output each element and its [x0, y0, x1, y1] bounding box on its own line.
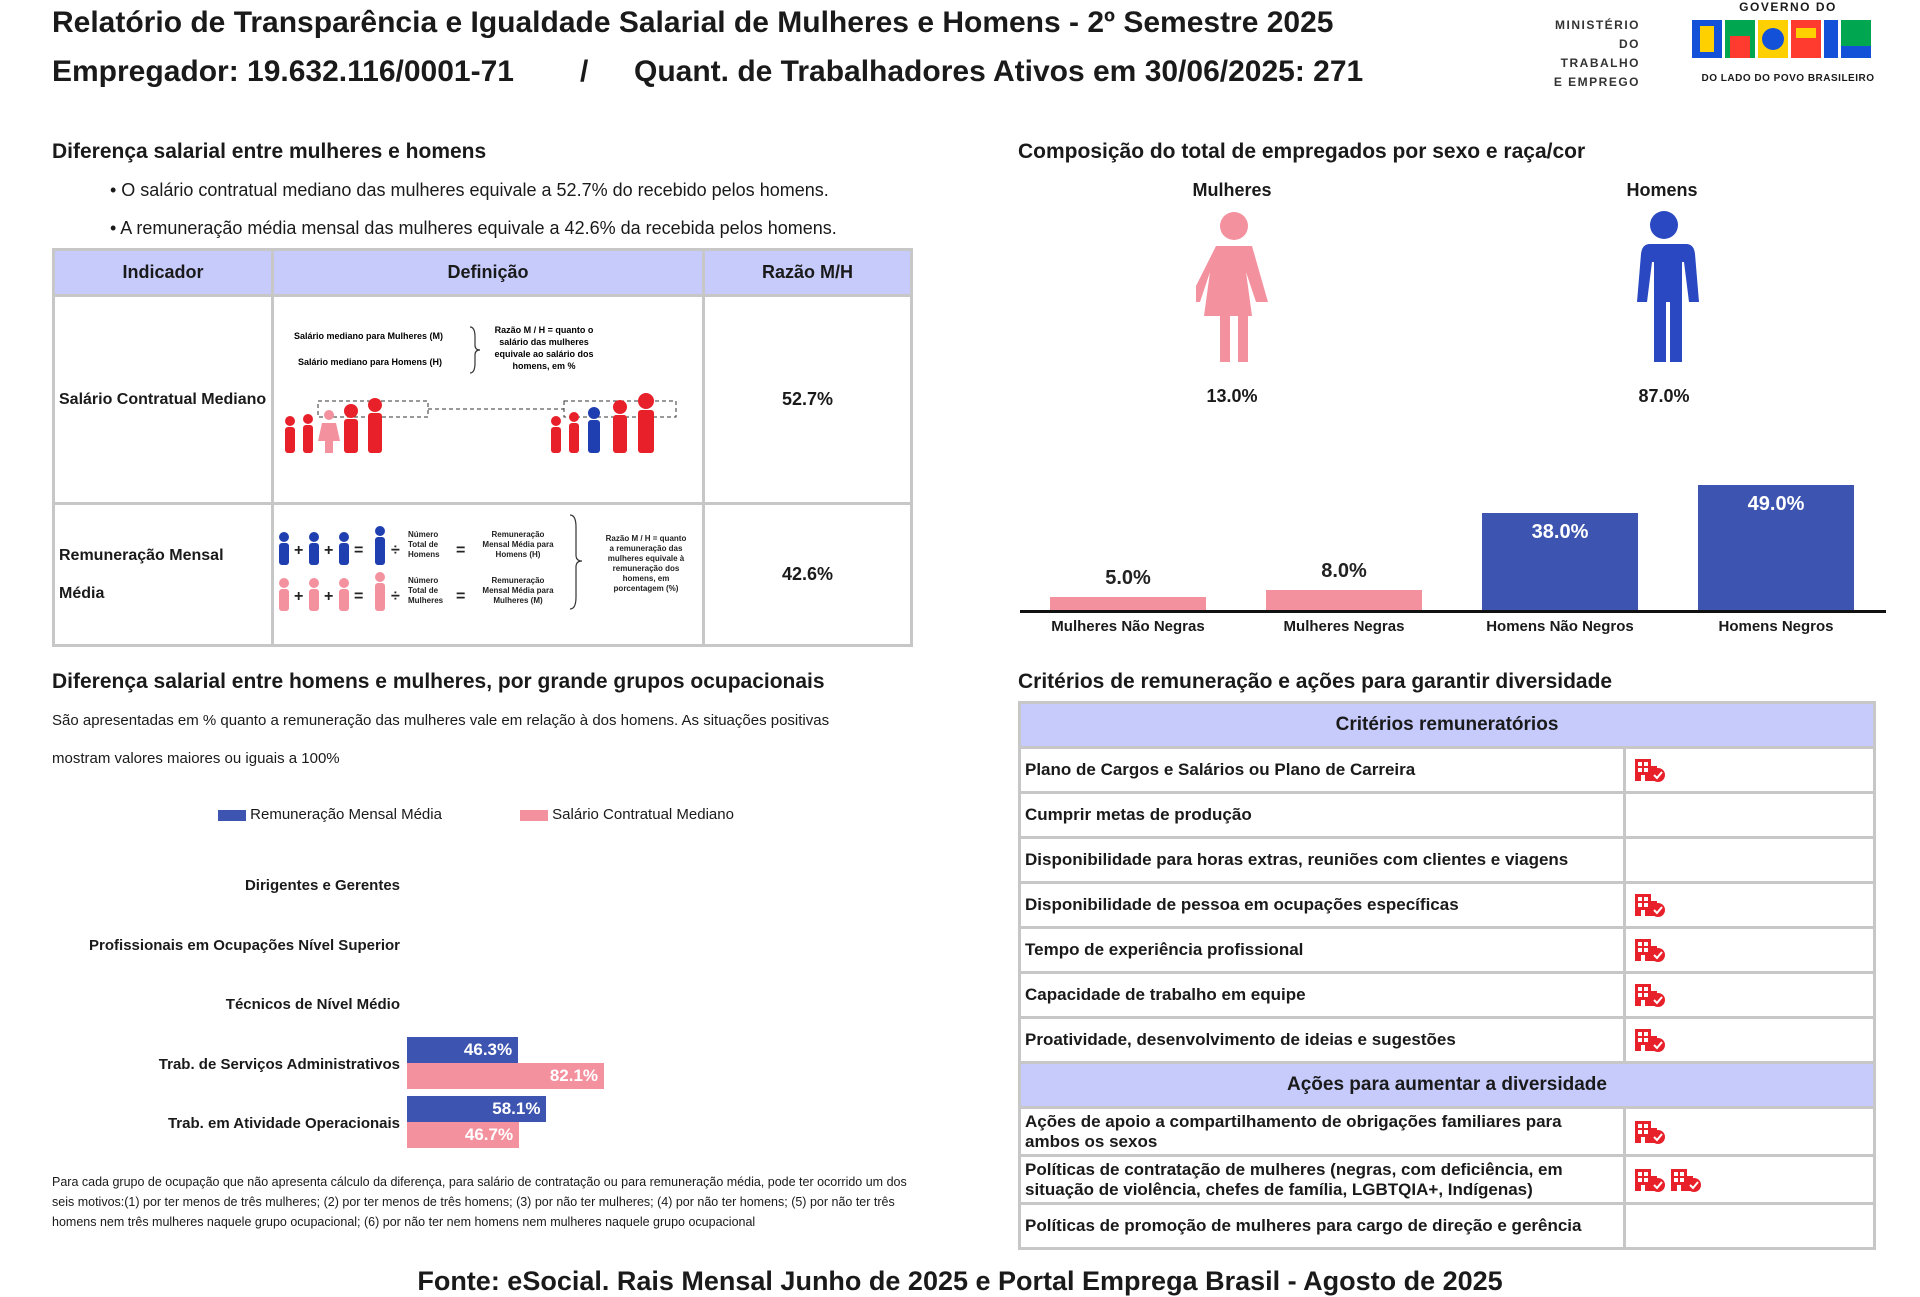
criteria-label: Cumprir metas de produção — [1020, 793, 1625, 838]
government-brasil-logo — [1692, 0, 1884, 88]
occupational-description: São apresentadas em % quanto a remuneração das mulheres vale em relação à dos homens. As situações positivas — [52, 712, 830, 729]
occupation-category-label: Dirigentes e Gerentes — [244, 877, 400, 894]
formula-note: a remuneração das — [609, 544, 683, 553]
criteria-icon-cell — [1625, 973, 1875, 1018]
occupational-footnote: Para cada grupo de ocupação que não apresenta cálculo da diferença, para salário de contratação ou para remuneração média, pode ter ocorrido um dos seis motivos:(1) por ter menos de três mulheres; (2) por ter menos de três homens; (3) por não ter mulheres; (4) por não ter homens; (5) por não ter três homens nem três mulheres naquele grupo ocupacional; (6) por não ter nem homens nem mulheres naquele grupo ocupacional — [52, 1175, 907, 1229]
criteria-icon-cell — [1625, 838, 1875, 883]
actions-header-row — [1020, 1063, 1875, 1108]
formula-text: Mensal Média para — [482, 540, 554, 549]
occupational-bar-chart — [0, 860, 1000, 1160]
composition-axis-line — [1020, 610, 1886, 613]
ministry-line: TRABALHO — [1560, 56, 1640, 70]
header-separator: / — [580, 55, 589, 88]
legend-label: Remuneração Mensal Média — [250, 806, 442, 823]
employer-id: Empregador: 19.632.116/0001-71 — [52, 55, 514, 88]
criteria-label: Tempo de experiência profissional — [1020, 928, 1625, 973]
occupation-category-label: Trab. em Atividade Operacionais — [167, 1115, 400, 1132]
occupational-title: Diferença salarial entre homens e mulheres, por grande grupos ocupacionais — [52, 670, 825, 693]
ratio-median-value: 52.7% — [704, 296, 912, 504]
formula-text: Remuneração — [491, 530, 545, 539]
col-definition: Definição — [273, 250, 704, 296]
brasil-wordmark-icon — [1692, 14, 1884, 68]
action-label — [1020, 1204, 1625, 1249]
action-label-line: Políticas de promoção de mulheres para cargo de direção e gerência — [1025, 1216, 1582, 1235]
action-row — [1020, 1156, 1875, 1204]
actions-header: Ações para aumentar a diversidade — [1020, 1063, 1875, 1108]
bullet-average-pay: • A remuneração média mensal das mulheres equivale a 42.6% da recebida pelos homens. — [110, 218, 837, 238]
average-pay-formula-icon — [274, 505, 694, 639]
formula-note: Razão M / H = quanto — [605, 534, 687, 543]
criteria-label: Capacidade de trabalho em equipe — [1020, 973, 1625, 1018]
bar-median-salary: 82.1% — [407, 1063, 604, 1089]
bar-average-pay: 58.1% — [407, 1096, 546, 1122]
formula-note: porcentagem (%) — [613, 584, 679, 593]
formula-text: Remuneração — [491, 576, 545, 585]
source-footer: Fonte: eSocial. Rais Mensal Junho de 2025 e Portal Emprega Brasil - Agosto de 2025 — [417, 1266, 1503, 1296]
svg-text:÷: ÷ — [391, 588, 400, 605]
ministry-line: MINISTÉRIO DO — [1554, 18, 1640, 51]
legend-label: Salário Contratual Mediano — [552, 806, 734, 823]
action-label-line: situação de violência, chefes de família, LGBTQIA+, Indígenas) — [1025, 1179, 1533, 1199]
median-men-label: Salário mediano para Homens (H) — [298, 357, 443, 367]
svg-text:+: + — [324, 588, 334, 605]
indicator-name: Salário Contratual Mediano — [54, 296, 273, 504]
formula-text: Total de — [408, 540, 439, 549]
formula-text: Homens — [408, 550, 440, 559]
criteria-label: Disponibilidade para horas extras, reuniões com clientes e viagens — [1020, 838, 1625, 883]
gov-bottom-text: DO LADO DO POVO BRASILEIRO — [1701, 73, 1875, 84]
criteria-icon-cell — [1625, 748, 1875, 793]
company-check-icon — [1634, 1027, 1666, 1053]
criteria-row — [1020, 748, 1875, 793]
action-icon-cell — [1625, 1156, 1875, 1204]
ratio-note-line: Razão M / H = quanto o — [494, 325, 594, 335]
composition-title: Composição do total de empregados por sexo e raça/cor — [1018, 140, 1586, 163]
company-check-icon — [1634, 757, 1666, 783]
criteria-icon-cell — [1625, 1018, 1875, 1063]
company-check-icon — [1634, 1167, 1666, 1193]
criteria-label: Proatividade, desenvolvimento de ideias e sugestões — [1020, 1018, 1625, 1063]
formula-text: Mulheres (M) — [493, 596, 543, 605]
svg-text:=: = — [354, 588, 364, 605]
action-label-line: Ações de apoio a compartilhamento de obrigações familiares para — [1025, 1111, 1562, 1131]
table-row — [54, 296, 912, 504]
indicator-table — [52, 248, 913, 647]
criteria-label: Plano de Cargos e Salários ou Plano de Carreira — [1020, 748, 1625, 793]
action-icon-cell — [1625, 1108, 1875, 1156]
composition-bar — [1266, 590, 1422, 610]
definition-median-illustration — [273, 296, 704, 504]
criteria-row — [1020, 883, 1875, 928]
active-workers-count: Quant. de Trabalhadores Ativos em 30/06/2025: 271 — [634, 55, 1364, 88]
criteria-icon-cell — [1625, 883, 1875, 928]
ministry-line: E EMPREGO — [1553, 75, 1640, 89]
criteria-row — [1020, 973, 1875, 1018]
indicator-name-line: Média — [59, 584, 105, 602]
median-salary-people-icon — [274, 297, 694, 497]
criteria-row — [1020, 1018, 1875, 1063]
criteria-header: Critérios remuneratórios — [1020, 703, 1875, 748]
criteria-table — [1018, 701, 1876, 1250]
legend-swatch-pink — [520, 810, 548, 821]
formula-text: Mensal Média para — [482, 586, 554, 595]
legend-swatch-blue — [218, 810, 246, 821]
ministry-logo — [1530, 16, 1640, 92]
occupational-description: mostram valores maiores ou iguais a 100% — [52, 750, 340, 767]
action-label-line: ambos os sexos — [1025, 1131, 1158, 1151]
action-label — [1020, 1108, 1625, 1156]
composition-bar-chart — [1020, 470, 1886, 640]
svg-text:=: = — [456, 588, 466, 605]
table-row — [54, 504, 912, 646]
composition-category-label: Mulheres Não Negras — [1051, 618, 1205, 635]
composition-category-label: Homens Negros — [1718, 618, 1834, 635]
svg-text:÷: ÷ — [391, 542, 400, 559]
formula-note: mulheres equivale à — [607, 554, 685, 563]
company-check-icon — [1670, 1167, 1702, 1193]
criteria-row — [1020, 928, 1875, 973]
men-percentage: 87.0% — [1638, 386, 1690, 406]
man-figure-icon — [1628, 210, 1700, 364]
gov-top-text: GOVERNO DO — [1739, 0, 1837, 14]
report-title: Relatório de Transparência e Igualdade Salarial de Mulheres e Homens - 2º Semestre 2025 — [52, 6, 1334, 39]
composition-bar-value-label: 49.0% — [1747, 493, 1805, 515]
woman-figure-icon — [1196, 210, 1272, 364]
formula-text: Número — [408, 576, 439, 585]
criteria-icon-cell — [1625, 928, 1875, 973]
composition-category-label: Homens Não Negros — [1486, 618, 1634, 635]
action-row — [1020, 1108, 1875, 1156]
bar-average-pay: 46.3% — [407, 1037, 518, 1063]
action-row — [1020, 1204, 1875, 1249]
svg-text:=: = — [354, 542, 364, 559]
ratio-average-value: 42.6% — [704, 504, 912, 646]
company-check-icon — [1634, 1119, 1666, 1145]
criteria-row — [1020, 838, 1875, 883]
col-ratio: Razão M/H — [704, 250, 912, 296]
formula-text: Mulheres — [408, 596, 444, 605]
company-check-icon — [1634, 937, 1666, 963]
formula-text: Homens (H) — [495, 550, 541, 559]
indicator-name — [54, 504, 273, 646]
svg-text:+: + — [294, 542, 304, 559]
composition-bar — [1050, 597, 1206, 610]
company-check-icon — [1634, 892, 1666, 918]
criteria-icon-cell — [1625, 793, 1875, 838]
formula-note: remuneração dos — [612, 564, 680, 573]
composition-category-label: Mulheres Negras — [1283, 618, 1405, 635]
indicator-name-line: Remuneração Mensal — [59, 546, 224, 564]
median-women-label: Salário mediano para Mulheres (M) — [294, 331, 444, 341]
occupation-category-label: Profissionais em Ocupações Nível Superior — [89, 936, 400, 954]
occupation-category-label: Trab. de Serviços Administrativos — [158, 1055, 400, 1073]
men-label: Homens — [1626, 180, 1698, 200]
criteria-title: Critérios de remuneração e ações para garantir diversidade — [1018, 670, 1613, 693]
ratio-note-line: homens, em % — [512, 361, 576, 371]
formula-text: Total de — [408, 586, 439, 595]
occupation-category-label: Técnicos de Nível Médio — [225, 996, 400, 1013]
action-label — [1020, 1156, 1625, 1204]
svg-text:+: + — [324, 542, 334, 559]
criteria-header-row — [1020, 703, 1875, 748]
criteria-row — [1020, 793, 1875, 838]
svg-text:=: = — [456, 542, 466, 559]
svg-text:+: + — [294, 588, 304, 605]
ratio-note-line: salário das mulheres — [499, 337, 589, 347]
company-check-icon — [1634, 982, 1666, 1008]
women-percentage: 13.0% — [1206, 386, 1258, 406]
indicator-table-header — [54, 250, 912, 296]
women-label: Mulheres — [1192, 180, 1272, 200]
formula-note: homens, em — [622, 574, 670, 583]
salary-gap-title: Diferença salarial entre mulheres e homens — [52, 140, 487, 163]
bar-median-salary: 46.7% — [407, 1122, 519, 1148]
formula-text: Número — [408, 530, 439, 539]
definition-average-illustration — [273, 504, 704, 646]
composition-bar-value-label: 38.0% — [1531, 521, 1589, 544]
bullet-median-salary: • O salário contratual mediano das mulheres equivale a 52.7% do recebido pelos homens. — [110, 180, 829, 200]
action-icon-cell — [1625, 1204, 1875, 1249]
legend-item-median-salary — [520, 806, 734, 823]
col-indicator: Indicador — [54, 250, 273, 296]
ratio-note-line: equivale ao salário dos — [494, 349, 594, 359]
composition-bar-value-label: 5.0% — [1105, 567, 1151, 590]
action-label-line: Políticas de contratação de mulheres (negras, com deficiência, em — [1025, 1159, 1563, 1179]
composition-bar-value-label: 8.0% — [1321, 559, 1367, 582]
criteria-label: Disponibilidade de pessoa em ocupações específicas — [1020, 883, 1625, 928]
legend-item-average-pay — [218, 806, 442, 823]
